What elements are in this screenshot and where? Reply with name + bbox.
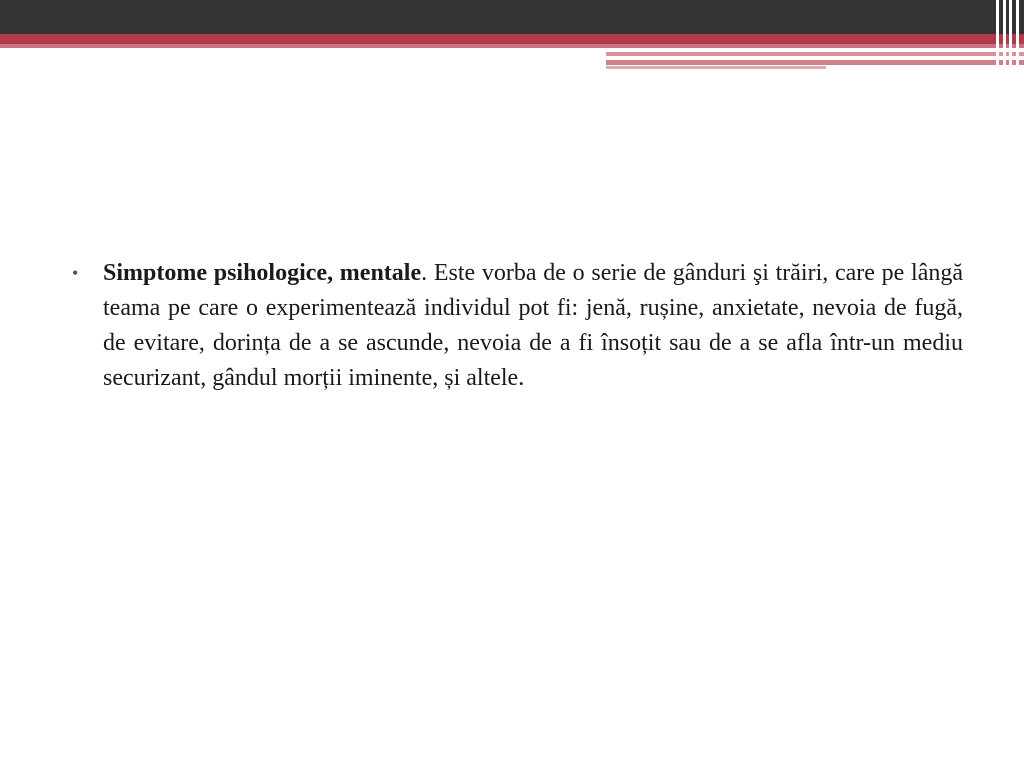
bullet-item xyxy=(72,256,963,396)
stripe xyxy=(1003,0,1006,70)
accent-line xyxy=(606,60,1024,65)
bullet-icon: • xyxy=(72,263,79,283)
header-bar xyxy=(0,0,1024,34)
accent-line xyxy=(606,66,826,69)
bullet-title-punctuation: . xyxy=(421,260,428,286)
accent-band-shade xyxy=(0,44,1024,48)
stripe xyxy=(1016,0,1019,70)
bullet-text: Este vorba de o serie de gânduri şi trăiri, care pe lângă teama pe care o experimentează individul pot fi: jenă, rușine, anxietate, nevoia de fugă, de evitare, dorința de a se ascunde, nevoia de a fi însoțit sau de a se afla într-un mediu securizant, gândul morții iminente, și altele. xyxy=(103,260,964,391)
bullet-title: Simptome psihologice, mentale xyxy=(103,260,422,286)
stripe xyxy=(1009,0,1012,70)
slide-body xyxy=(72,256,963,396)
corner-stripes xyxy=(990,0,1024,70)
stripe xyxy=(996,0,999,70)
accent-line-highlight xyxy=(620,56,950,59)
